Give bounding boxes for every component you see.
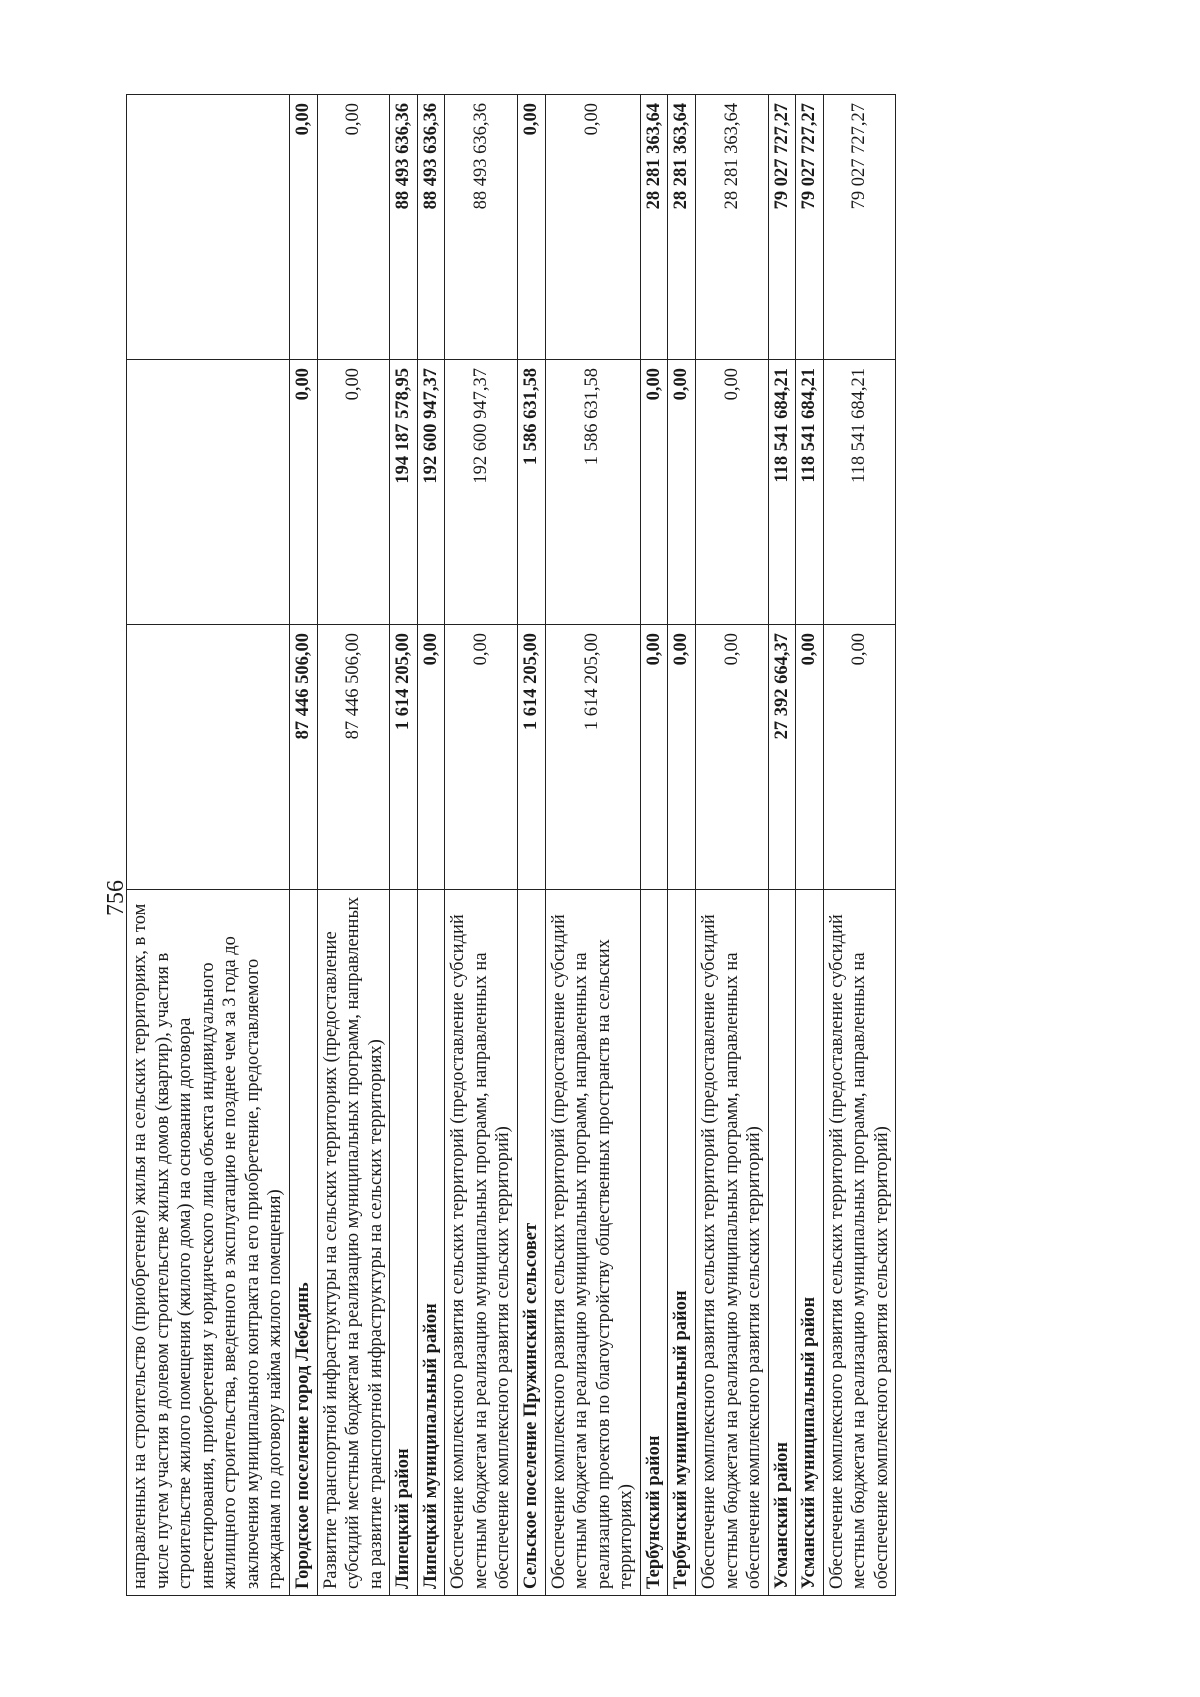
amount-col1	[127, 625, 290, 890]
amount-col2: 1 586 631,58	[518, 360, 546, 625]
amount-col1: 0,00	[668, 625, 696, 890]
table-row-subtotal	[768, 95, 796, 1596]
table-row	[445, 95, 518, 1596]
row-description: Городское поселение город Лебедянь	[289, 890, 317, 1596]
amount-col1: 87 446 506,00	[317, 625, 390, 890]
row-description: Липецкий район	[390, 890, 418, 1596]
page-number: 756	[102, 880, 129, 916]
row-description: Усманский район	[768, 890, 796, 1596]
amount-col2	[127, 360, 290, 625]
table-row-subtotal	[390, 95, 418, 1596]
amount-col3: 88 493 636,36	[445, 95, 518, 360]
amount-col3: 0,00	[289, 95, 317, 360]
amount-col3: 28 281 363,64	[668, 95, 696, 360]
amount-col3: 28 281 363,64	[640, 95, 668, 360]
amount-col2: 0,00	[695, 360, 768, 625]
amount-col1: 1 614 205,00	[518, 625, 546, 890]
amount-col1: 0,00	[823, 625, 896, 890]
rotated-table-container	[126, 96, 1026, 1596]
amount-col2: 0,00	[289, 360, 317, 625]
table-row-subtotal	[417, 95, 445, 1596]
amount-col1: 0,00	[640, 625, 668, 890]
amount-col1: 87 446 506,00	[289, 625, 317, 890]
amount-col3: 0,00	[317, 95, 390, 360]
amount-col1: 0,00	[445, 625, 518, 890]
amount-col3: 79 027 727,27	[796, 95, 824, 360]
budget-allocation-table	[126, 94, 896, 1596]
rotated-page-content	[126, 96, 1026, 1596]
amount-col3: 88 493 636,36	[390, 95, 418, 360]
amount-col2: 192 600 947,37	[417, 360, 445, 625]
table-row	[127, 95, 290, 1596]
amount-col2: 194 187 578,95	[390, 360, 418, 625]
row-description: Обеспечение комплексного развития сельских территорий (предоставление субсидий местным бюджетам на реализацию муниципальных программ, направленных на обеспечение комплексного развития сельских территорий)	[823, 890, 896, 1596]
amount-col3: 0,00	[545, 95, 640, 360]
table-row	[545, 95, 640, 1596]
amount-col3: 79 027 727,27	[823, 95, 896, 360]
amount-col2: 0,00	[317, 360, 390, 625]
amount-col2: 118 541 684,21	[823, 360, 896, 625]
table-body	[127, 95, 896, 1596]
amount-col2: 118 541 684,21	[796, 360, 824, 625]
table-row-subtotal	[668, 95, 696, 1596]
row-description: Обеспечение комплексного развития сельских территорий (предоставление субсидий местным бюджетам на реализацию муниципальных программ, направленных на реализацию проектов по благоустройству общественных пространств на сельских территориях)	[545, 890, 640, 1596]
amount-col1: 0,00	[796, 625, 824, 890]
amount-col3	[127, 95, 290, 360]
amount-col1: 1 614 205,00	[390, 625, 418, 890]
row-description: Сельское поселение Пружинский сельсовет	[518, 890, 546, 1596]
amount-col2: 0,00	[668, 360, 696, 625]
amount-col3: 88 493 636,36	[417, 95, 445, 360]
amount-col1: 0,00	[695, 625, 768, 890]
amount-col2: 192 600 947,37	[445, 360, 518, 625]
row-description: Тербунский муниципальный район	[668, 890, 696, 1596]
amount-col2: 0,00	[640, 360, 668, 625]
row-description: Усманский муниципальный район	[796, 890, 824, 1596]
row-description: Обеспечение комплексного развития сельских территорий (предоставление субсидий местным бюджетам на реализацию муниципальных программ, направленных на обеспечение комплексного развития сельских территорий)	[695, 890, 768, 1596]
row-description: Развитие транспортной инфраструктуры на сельских территориях (предоставление субсидий местным бюджетам на реализацию муниципальных программ, направленных на развитие транспортной инфраструктуры на сельских территориях)	[317, 890, 390, 1596]
table-row	[823, 95, 896, 1596]
table-row-subtotal	[289, 95, 317, 1596]
row-description: Липецкий муниципальный район	[417, 890, 445, 1596]
amount-col3: 79 027 727,27	[768, 95, 796, 360]
amount-col3: 28 281 363,64	[695, 95, 768, 360]
amount-col3: 0,00	[518, 95, 546, 360]
row-description: Обеспечение комплексного развития сельских территорий (предоставление субсидий местным бюджетам на реализацию муниципальных программ, направленных на обеспечение комплексного развития сельских территорий)	[445, 890, 518, 1596]
table-row-subtotal	[640, 95, 668, 1596]
amount-col2: 118 541 684,21	[768, 360, 796, 625]
table-row-subtotal	[796, 95, 824, 1596]
amount-col2: 1 586 631,58	[545, 360, 640, 625]
row-description: направленных на строительство (приобретение) жилья на сельских территориях, в том числе путем участия в долевом строительстве жилых домов (квартир), участия в строительстве жилого помещения (жилого дома) на основании договора инвестирования, приобретения у юридического лица объекта индивидуального жилищного строительства, введенного в эксплуатацию не позднее чем за 3 года до заключения муниципального контракта на его приобретение, предоставляемого гражданам по договору найма жилого помещения)	[127, 890, 290, 1596]
amount-col1: 1 614 205,00	[545, 625, 640, 890]
row-description: Тербунский район	[640, 890, 668, 1596]
table-row-subtotal	[518, 95, 546, 1596]
table-row	[695, 95, 768, 1596]
amount-col1: 27 392 664,37	[768, 625, 796, 890]
table-row	[317, 95, 390, 1596]
amount-col1: 0,00	[417, 625, 445, 890]
